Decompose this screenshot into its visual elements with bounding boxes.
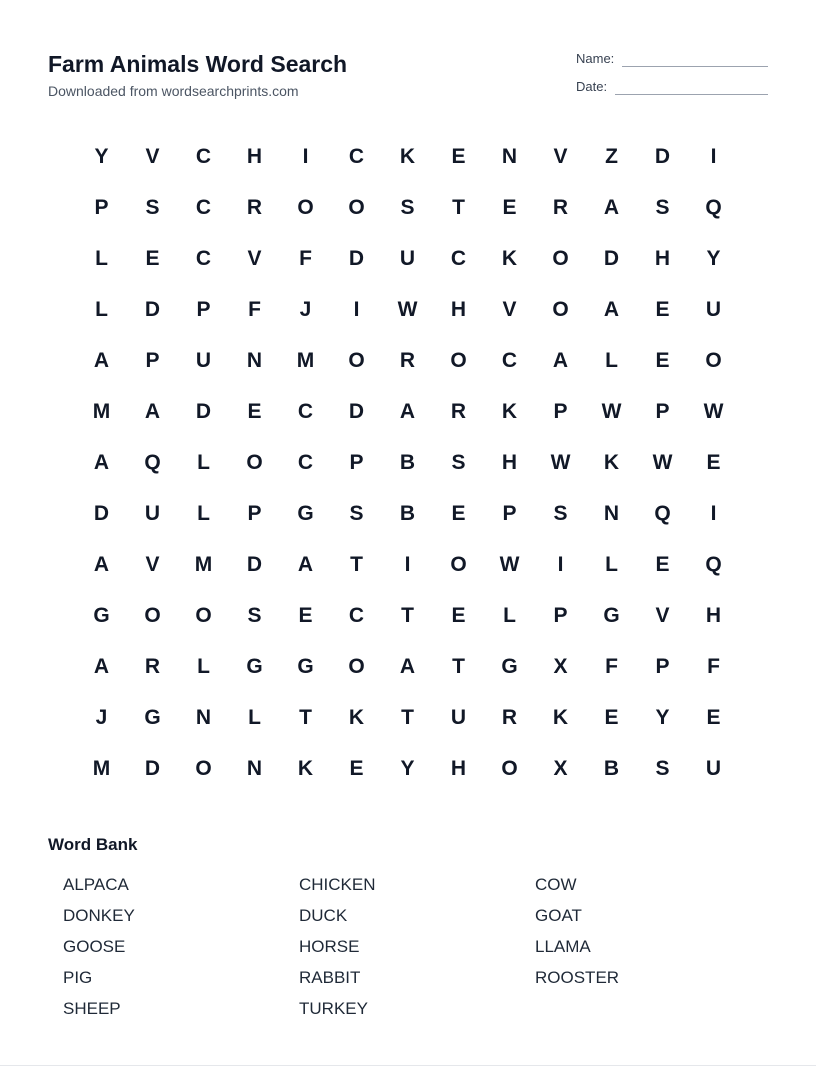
grid-cell[interactable]: G [603, 603, 620, 627]
word-bank-item: GOOSE [63, 937, 126, 956]
grid-cell[interactable]: F [299, 246, 312, 270]
grid-cell[interactable]: P [655, 654, 670, 678]
grid-cell[interactable]: O [348, 195, 365, 219]
word-bank-item: CHICKEN [299, 875, 376, 894]
grid-cell[interactable]: D [195, 399, 212, 423]
grid-cell[interactable]: C [297, 450, 314, 474]
word-bank-item: TURKEY [299, 999, 368, 1018]
grid-cell[interactable]: W [550, 450, 571, 474]
grid-cell[interactable]: H [705, 603, 722, 627]
grid-cell[interactable]: P [655, 399, 670, 423]
grid-cell[interactable]: V [247, 246, 262, 270]
grid-cell[interactable]: E [349, 756, 364, 780]
grid-cell[interactable]: O [705, 348, 722, 372]
grid-cell[interactable]: Z [605, 144, 618, 168]
grid-cell[interactable]: E [298, 603, 313, 627]
grid-cell[interactable]: N [501, 144, 518, 168]
grid-cell[interactable]: L [605, 552, 618, 576]
grid-cell[interactable]: R [552, 195, 569, 219]
grid-cell[interactable]: O [450, 348, 467, 372]
grid-cell[interactable]: E [655, 552, 670, 576]
grid-cell[interactable]: E [706, 705, 721, 729]
grid-cell[interactable]: O [348, 348, 365, 372]
grid-cell[interactable]: H [654, 246, 671, 270]
grid-cell[interactable]: A [552, 348, 569, 372]
grid-cell[interactable]: K [399, 144, 416, 168]
grid-cell[interactable]: S [247, 603, 262, 627]
grid-cell[interactable]: E [655, 348, 670, 372]
grid-cell[interactable]: T [452, 654, 465, 678]
grid-cell[interactable]: K [501, 399, 518, 423]
grid-cell[interactable]: G [93, 603, 110, 627]
grid-cell[interactable]: F [248, 297, 261, 321]
grid-cell[interactable]: J [299, 297, 312, 321]
page-title: Farm Animals Word Search [48, 51, 348, 77]
grid-cell[interactable]: J [95, 705, 108, 729]
grid-cell[interactable]: P [349, 450, 364, 474]
grid-cell[interactable]: X [553, 654, 568, 678]
grid-cell[interactable]: P [502, 501, 517, 525]
grid-cell[interactable]: E [451, 501, 466, 525]
grid-cell[interactable]: I [404, 552, 411, 576]
grid-cell[interactable]: O [246, 450, 263, 474]
grid-cell[interactable]: D [348, 399, 365, 423]
grid-cell[interactable]: T [350, 552, 363, 576]
grid-cell[interactable]: U [195, 348, 212, 372]
word-bank-item: PIG [63, 968, 93, 987]
grid-cell[interactable]: L [197, 654, 210, 678]
grid-cell[interactable]: Q [654, 501, 671, 525]
grid-cell[interactable]: L [503, 603, 516, 627]
grid-cell[interactable]: I [557, 552, 564, 576]
word-bank-item: ALPACA [63, 875, 129, 894]
name-field[interactable] [576, 49, 768, 67]
grid-cell[interactable]: P [145, 348, 160, 372]
grid-cell[interactable]: B [399, 450, 416, 474]
grid-cell[interactable]: C [297, 399, 314, 423]
grid-cell[interactable]: C [348, 144, 365, 168]
grid-cell[interactable]: L [95, 297, 108, 321]
grid-cell[interactable]: M [296, 348, 315, 372]
word-bank-item: GOAT [535, 906, 582, 925]
grid-cell[interactable]: E [502, 195, 517, 219]
grid-cell[interactable]: R [399, 348, 416, 372]
grid-cell[interactable]: D [654, 144, 671, 168]
word-bank-item: DUCK [299, 906, 348, 925]
grid-cell[interactable]: V [145, 552, 160, 576]
grid-cell[interactable]: A [144, 399, 161, 423]
grid-cell[interactable]: T [452, 195, 465, 219]
grid-cell[interactable]: Q [144, 450, 161, 474]
grid-cell[interactable]: O [501, 756, 518, 780]
grid-cell[interactable]: T [401, 603, 414, 627]
grid-cell[interactable]: S [655, 756, 670, 780]
bottom-divider [0, 1065, 816, 1066]
grid-cell[interactable]: O [552, 246, 569, 270]
grid-cell[interactable]: W [703, 399, 724, 423]
page-subtitle: Downloaded from wordsearchprints.com [48, 83, 299, 99]
grid-cell[interactable]: U [705, 297, 722, 321]
grid-cell[interactable]: I [710, 144, 717, 168]
grid-cell[interactable]: O [195, 603, 212, 627]
word-list [48, 869, 768, 1024]
grid-cell[interactable]: D [246, 552, 263, 576]
grid-cell[interactable]: A [93, 654, 110, 678]
grid-cell[interactable]: O [297, 195, 314, 219]
grid-cell[interactable]: V [553, 144, 568, 168]
grid-cell[interactable]: O [195, 756, 212, 780]
grid-cell[interactable]: P [94, 195, 109, 219]
date-line[interactable] [615, 81, 768, 95]
grid-cell[interactable]: A [93, 450, 110, 474]
grid-cell[interactable]: M [92, 399, 111, 423]
grid-cell[interactable]: N [195, 705, 212, 729]
grid-cell[interactable]: U [705, 756, 722, 780]
grid-cell[interactable]: G [144, 705, 161, 729]
grid-cell[interactable]: S [145, 195, 160, 219]
word-bank-title: Word Bank [48, 835, 138, 854]
grid-cell[interactable]: U [450, 705, 467, 729]
letter-grid [76, 131, 739, 794]
grid-cell[interactable]: A [399, 654, 416, 678]
grid-cell[interactable]: B [399, 501, 416, 525]
grid-cell[interactable]: L [95, 246, 108, 270]
grid-cell[interactable]: L [248, 705, 261, 729]
name-label: Name: [576, 51, 615, 66]
grid-cell[interactable]: E [145, 246, 160, 270]
grid-cell[interactable]: L [197, 501, 210, 525]
grid-cell[interactable]: P [196, 297, 211, 321]
grid-cell[interactable]: Y [400, 756, 415, 780]
word-bank-item: SHEEP [63, 999, 121, 1018]
word-bank-item: HORSE [299, 937, 360, 956]
grid-cell[interactable]: V [502, 297, 517, 321]
grid-cell[interactable]: C [450, 246, 467, 270]
grid-cell[interactable]: U [399, 246, 416, 270]
grid-cell[interactable]: A [297, 552, 314, 576]
grid-cell[interactable]: G [246, 654, 263, 678]
grid-cell[interactable]: K [603, 450, 620, 474]
grid-cell[interactable]: C [195, 195, 212, 219]
grid-cell[interactable]: N [246, 756, 263, 780]
grid-cell[interactable]: U [144, 501, 161, 525]
word-bank-item: RABBIT [299, 968, 361, 987]
grid-cell[interactable]: W [397, 297, 418, 321]
grid-cell[interactable]: V [655, 603, 670, 627]
grid-cell[interactable]: I [353, 297, 360, 321]
grid-cell[interactable]: W [601, 399, 622, 423]
grid-cell[interactable]: E [247, 399, 262, 423]
grid-cell[interactable]: G [297, 501, 314, 525]
grid-cell[interactable]: S [655, 195, 670, 219]
grid-cell[interactable]: D [93, 501, 110, 525]
grid-cell[interactable]: Q [705, 552, 722, 576]
grid-cell[interactable]: P [553, 603, 568, 627]
word-bank [48, 834, 768, 1024]
grid-cell[interactable]: Y [706, 246, 721, 270]
grid-cell[interactable]: R [144, 654, 161, 678]
grid-cell[interactable]: C [195, 246, 212, 270]
grid-cell[interactable]: H [450, 756, 467, 780]
grid-cell[interactable]: H [450, 297, 467, 321]
grid-cell[interactable]: H [246, 144, 263, 168]
grid-cell[interactable]: S [349, 501, 364, 525]
grid-cell[interactable]: R [450, 399, 467, 423]
grid-cell[interactable]: C [195, 144, 212, 168]
grid-cell[interactable]: Q [705, 195, 722, 219]
grid-cell[interactable]: K [552, 705, 569, 729]
grid-cell[interactable]: H [501, 450, 518, 474]
grid-cell[interactable]: E [655, 297, 670, 321]
date-field[interactable] [576, 77, 768, 95]
grid-cell[interactable]: A [603, 195, 620, 219]
grid-cell[interactable]: O [144, 603, 161, 627]
grid-cell[interactable]: N [603, 501, 620, 525]
header [48, 50, 347, 100]
grid-cell[interactable]: A [603, 297, 620, 321]
grid-cell[interactable]: A [399, 399, 416, 423]
grid-cell[interactable]: O [348, 654, 365, 678]
grid-cell[interactable]: K [501, 246, 518, 270]
grid-cell[interactable]: G [501, 654, 518, 678]
grid-cell[interactable]: T [299, 705, 312, 729]
grid-cell[interactable]: N [246, 348, 263, 372]
name-line[interactable] [622, 53, 768, 67]
word-bank-item: ROOSTER [535, 968, 620, 987]
word-bank-item: LLAMA [535, 937, 591, 956]
grid-cell[interactable]: B [603, 756, 620, 780]
grid-cell[interactable]: I [710, 501, 717, 525]
grid-cell[interactable]: L [605, 348, 618, 372]
grid-cell[interactable]: C [501, 348, 518, 372]
grid-cell[interactable]: T [401, 705, 414, 729]
word-bank-item: COW [535, 875, 577, 894]
grid-cell[interactable]: Y [655, 705, 670, 729]
grid-cell[interactable]: A [93, 348, 110, 372]
grid-cell[interactable]: A [93, 552, 110, 576]
grid-cell[interactable]: F [707, 654, 720, 678]
grid-cell[interactable]: G [297, 654, 314, 678]
grid-cell[interactable]: R [501, 705, 518, 729]
grid-cell[interactable]: D [144, 756, 161, 780]
grid-cell[interactable]: M [92, 756, 111, 780]
grid-cell[interactable]: O [450, 552, 467, 576]
grid-cell[interactable]: D [144, 297, 161, 321]
grid-cell[interactable]: F [605, 654, 618, 678]
grid-cell[interactable]: S [451, 450, 466, 474]
grid-cell[interactable]: O [552, 297, 569, 321]
grid-cell[interactable]: E [451, 144, 466, 168]
grid-cell[interactable]: M [194, 552, 213, 576]
grid-cell[interactable]: P [247, 501, 262, 525]
grid-cell[interactable]: E [451, 603, 466, 627]
grid-cell[interactable]: I [302, 144, 309, 168]
grid-cell[interactable]: W [499, 552, 520, 576]
student-fields [576, 49, 768, 105]
grid-cell[interactable]: C [348, 603, 365, 627]
grid-cell[interactable]: D [348, 246, 365, 270]
grid-cell[interactable]: E [604, 705, 619, 729]
grid-cell[interactable]: V [145, 144, 160, 168]
word-bank-item: DONKEY [63, 906, 135, 925]
grid-cell[interactable]: D [603, 246, 620, 270]
grid-cell[interactable]: W [652, 450, 673, 474]
grid-cell[interactable]: L [197, 450, 210, 474]
grid-cell[interactable]: S [553, 501, 568, 525]
grid-cell[interactable]: R [246, 195, 263, 219]
grid-cell[interactable]: S [400, 195, 415, 219]
date-label: Date: [576, 79, 608, 94]
grid-cell[interactable]: K [297, 756, 314, 780]
grid-cell[interactable]: Y [94, 144, 109, 168]
grid-cell[interactable]: K [348, 705, 365, 729]
grid-cell[interactable]: P [553, 399, 568, 423]
grid-cell[interactable]: E [706, 450, 721, 474]
grid-cell[interactable]: X [553, 756, 568, 780]
